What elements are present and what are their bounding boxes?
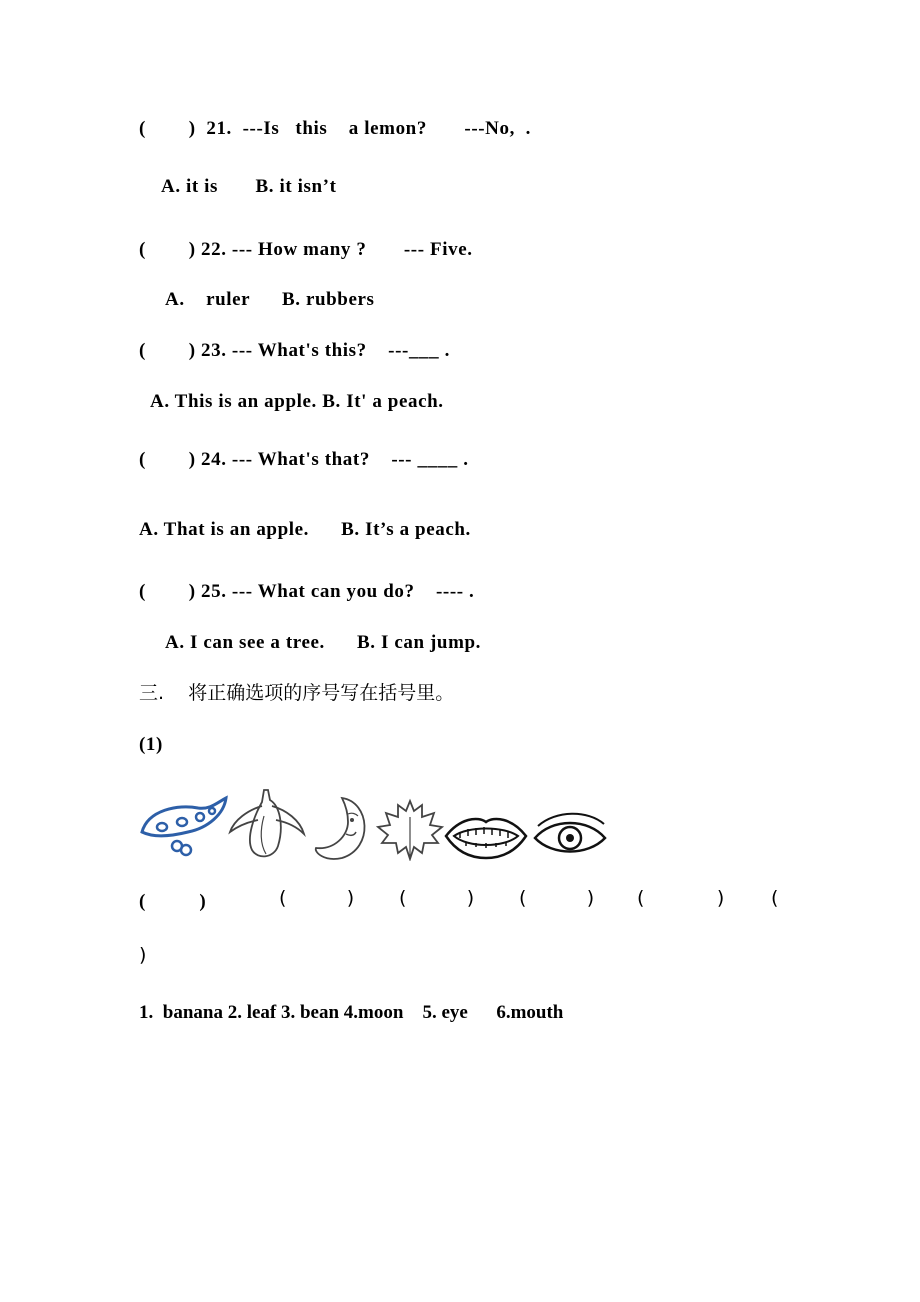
answer-blank-3[interactable]: ( ) [399, 887, 475, 909]
answer-blank-6-close: ) [139, 944, 147, 966]
question-25-stem: ( ) 25. --- What can you do? ---- . [139, 581, 475, 602]
question-25-options: A. I can see a tree. B. I can jump. [165, 632, 482, 653]
banana-icon [228, 786, 308, 862]
answer-blank-1[interactable]: ( ) [139, 891, 207, 912]
answer-blank-6-open[interactable]: ( [771, 887, 779, 909]
question-21-options: A. it is B. it isn’t [161, 176, 337, 197]
answer-blank-2[interactable]: ( ) [279, 887, 355, 909]
mouth-icon [444, 812, 528, 862]
question-23-stem: ( ) 23. --- What's this? ---___ . [139, 340, 450, 361]
word-bank: 1. banana 2. leaf 3. bean 4.moon 5. eye 6.mouth [139, 1002, 564, 1023]
section-3-heading: 三. 将正确选项的序号写在括号里。 [139, 682, 455, 704]
question-21-stem: ( ) 21. ---Is this a lemon? ---No, . [139, 118, 531, 139]
section-3-sub-label: (1) [139, 734, 163, 755]
question-22-stem: ( ) 22. --- How many ? --- Five. [139, 239, 473, 260]
bean-pod-icon [138, 780, 228, 860]
answer-blank-5[interactable]: ( ) [637, 887, 725, 909]
answer-blank-4[interactable]: ( ) [519, 887, 595, 909]
question-24-options: A. That is an apple. B. It’s a peach. [139, 519, 471, 540]
question-22-options: A. ruler B. rubbers [165, 289, 375, 310]
leaf-icon [376, 797, 446, 861]
eye-icon [532, 812, 608, 862]
question-24-stem: ( ) 24. --- What's that? --- ____ . [139, 449, 469, 470]
moon-icon [312, 792, 376, 862]
question-23-options: A. This is an apple. B. It' a peach. [150, 391, 444, 412]
